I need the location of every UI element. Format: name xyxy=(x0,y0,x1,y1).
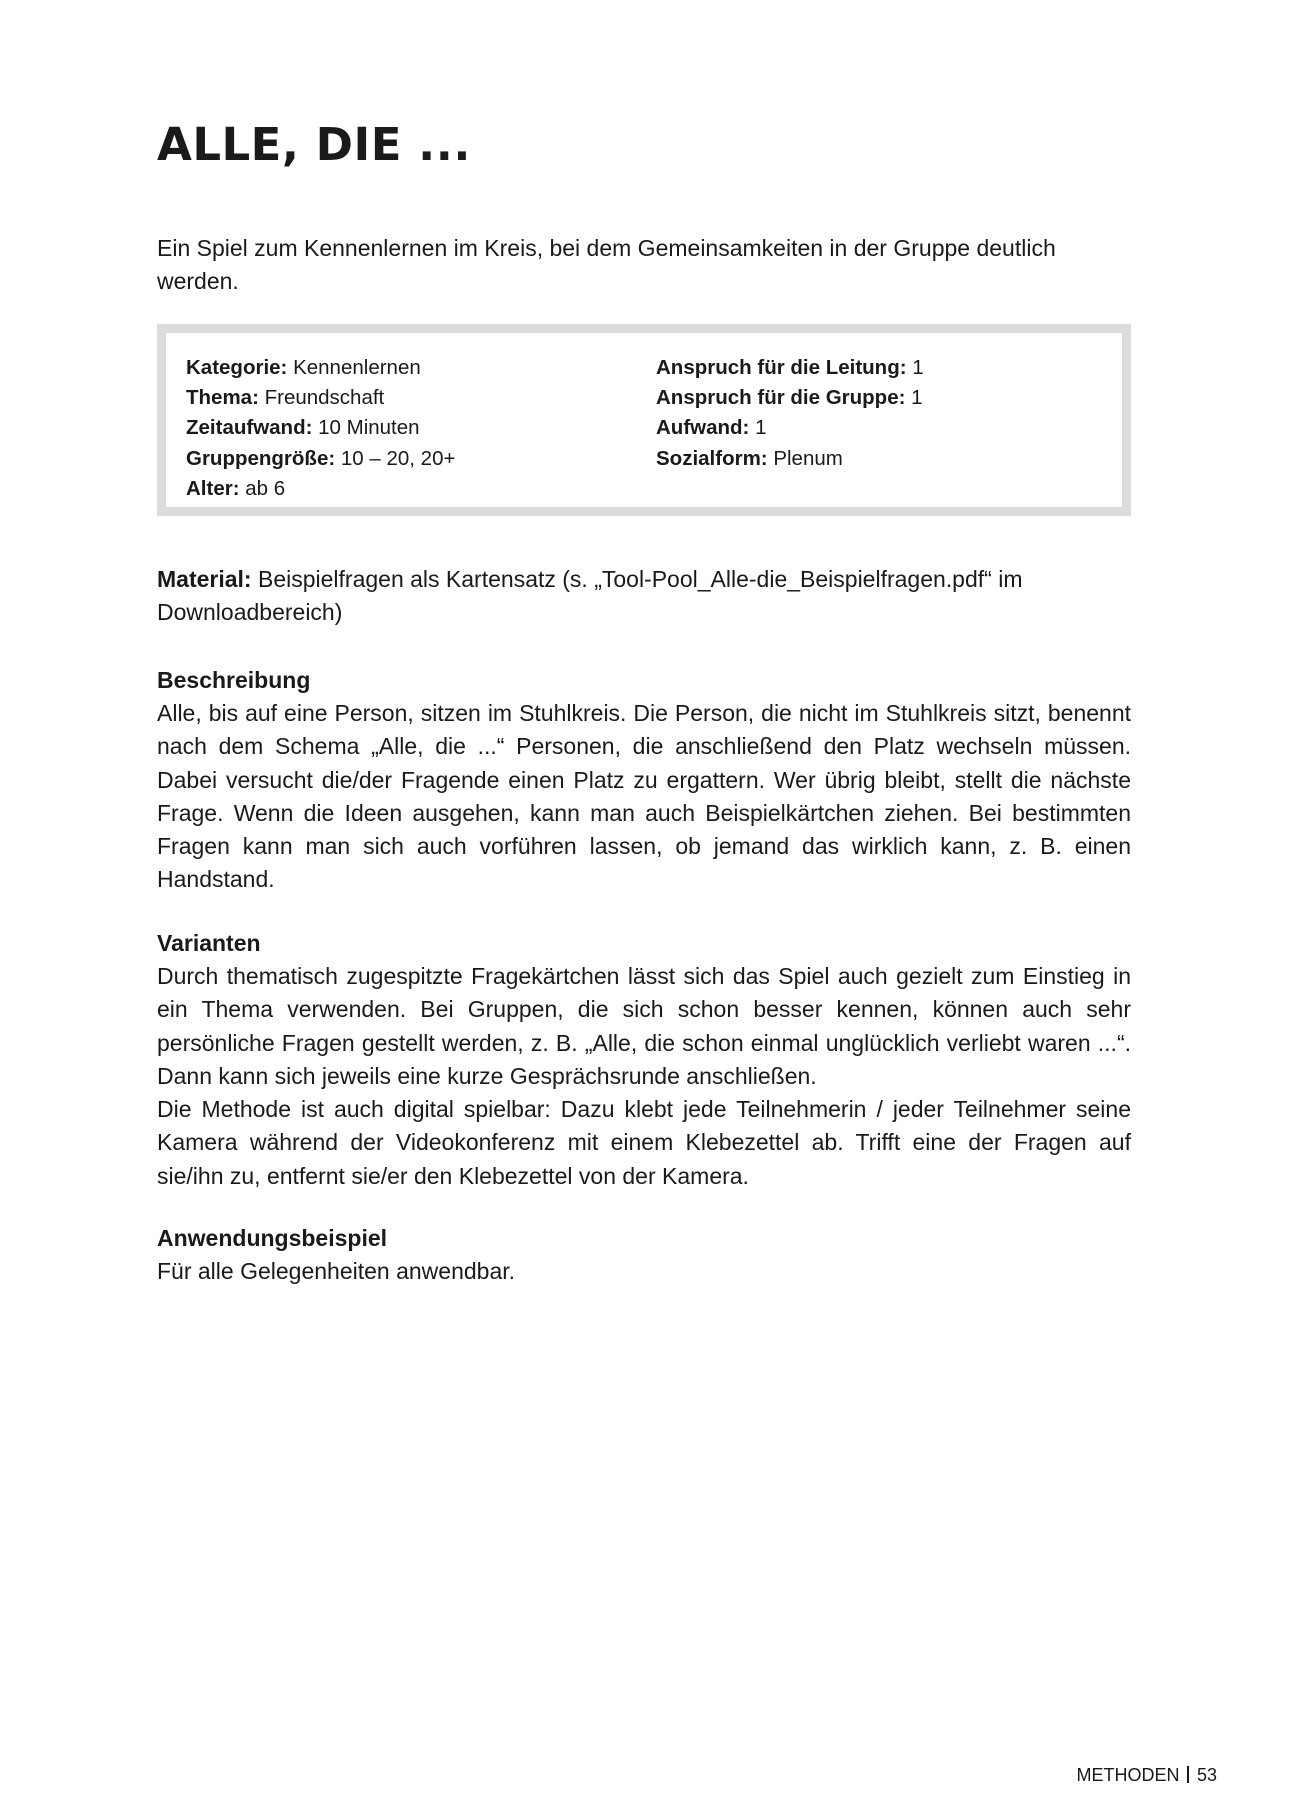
page-footer xyxy=(1076,1765,1217,1786)
material-text: Beispielfragen als Kartensatz (s. „Tool-Pool_Alle-die_Beispielfragen.pdf“ im Downloadbereich) xyxy=(157,566,1023,626)
section-text: Durch thematisch zugespitzte Fragekärtchen lässt sich das Spiel auch gezielt zum Einstieg in ein Thema verwenden. Bei Gruppen, die sich schon besser kennen, können auch sehr persönliche Fragen gestellt werden, z. B. „Alle, die schon einmal unglücklich verliebt waren ...“. Dann kann sich jeweils eine kurze Gesprächsrunde anschließen. xyxy=(157,963,1131,1089)
info-aufwand xyxy=(656,413,924,443)
info-zeitaufwand xyxy=(186,413,455,443)
section-heading: Anwendungsbeispiel xyxy=(157,1225,388,1251)
info-label: Gruppengröße: xyxy=(186,446,336,470)
info-column-left xyxy=(186,353,455,504)
info-anspruch-gruppe xyxy=(656,383,924,413)
info-label: Anspruch für die Leitung: xyxy=(656,356,907,379)
section-text: Alle, bis auf eine Person, sitzen im Stuhlkreis. Die Person, die nicht im Stuhlkreis sitzt, benennt nach dem Schema „Alle, die ...“ Personen, die anschließend den Platz wechseln müssen. Dabei versucht die/der Fragende einen Platz zu ergattern. Wer übrig bleibt, stellt die nächste Frage. Wenn die Ideen ausgehen, kann man auch Beispielkärtchen ziehen. Bei bestimmten Fragen kann man sich auch vorführen lassen, ob jemand das wirklich kann, z. B. einen Handstand. xyxy=(157,700,1131,893)
info-value: 10 Minuten xyxy=(312,416,420,440)
info-sozialform xyxy=(656,444,924,474)
info-value: 1 xyxy=(906,356,924,379)
info-label: Zeitaufwand: xyxy=(186,416,313,440)
info-label: Anspruch für die Gruppe: xyxy=(656,386,906,410)
page-title: ALLE, DIE ... xyxy=(157,118,471,171)
section-varianten xyxy=(157,927,1131,1193)
info-value: Freundschaft xyxy=(258,386,385,410)
info-value: ab 6 xyxy=(239,476,286,500)
info-gruppengroesse xyxy=(186,444,455,474)
info-label: Sozialform: xyxy=(656,446,768,470)
info-kategorie xyxy=(186,353,455,383)
info-thema xyxy=(186,383,455,413)
material-paragraph xyxy=(157,563,1057,630)
section-text: Für alle Gelegenheiten anwendbar. xyxy=(157,1258,516,1284)
section-anwendungsbeispiel xyxy=(157,1222,1131,1288)
info-value: 1 xyxy=(749,416,767,440)
info-label: Thema: xyxy=(186,386,259,410)
info-anspruch-leitung xyxy=(656,353,924,383)
info-box xyxy=(157,324,1131,516)
material-label: Material: xyxy=(157,566,252,592)
info-label: Kategorie: xyxy=(186,356,288,379)
section-text: Die Methode ist auch digital spielbar: Dazu klebt jede Teilnehmerin / jeder Teilnehmer seine Kamera während der Videokonferenz mit einem Klebezettel ab. Trifft eine der Fragen auf sie/ihn zu, entfernt sie/er den Klebezettel von der Kamera. xyxy=(157,1096,1131,1189)
section-heading: Varianten xyxy=(157,930,261,956)
section-heading: Beschreibung xyxy=(157,667,311,693)
footer-separator xyxy=(1187,1766,1189,1783)
info-value: 1 xyxy=(905,386,923,410)
info-value: 10 – 20, 20+ xyxy=(335,446,456,470)
section-beschreibung xyxy=(157,664,1131,897)
info-value: Plenum xyxy=(767,446,843,470)
info-label: Alter: xyxy=(186,476,240,500)
info-column-right xyxy=(656,353,924,474)
footer-section: METHODEN xyxy=(1076,1765,1180,1785)
info-value: Kennenlernen xyxy=(287,356,421,379)
info-alter xyxy=(186,474,455,504)
intro-text: Ein Spiel zum Kennenlernen im Kreis, bei dem Gemeinsamkeiten in der Gruppe deutlich werden. xyxy=(157,235,1056,294)
info-label: Aufwand: xyxy=(656,416,750,440)
page-number: 53 xyxy=(1196,1765,1217,1785)
